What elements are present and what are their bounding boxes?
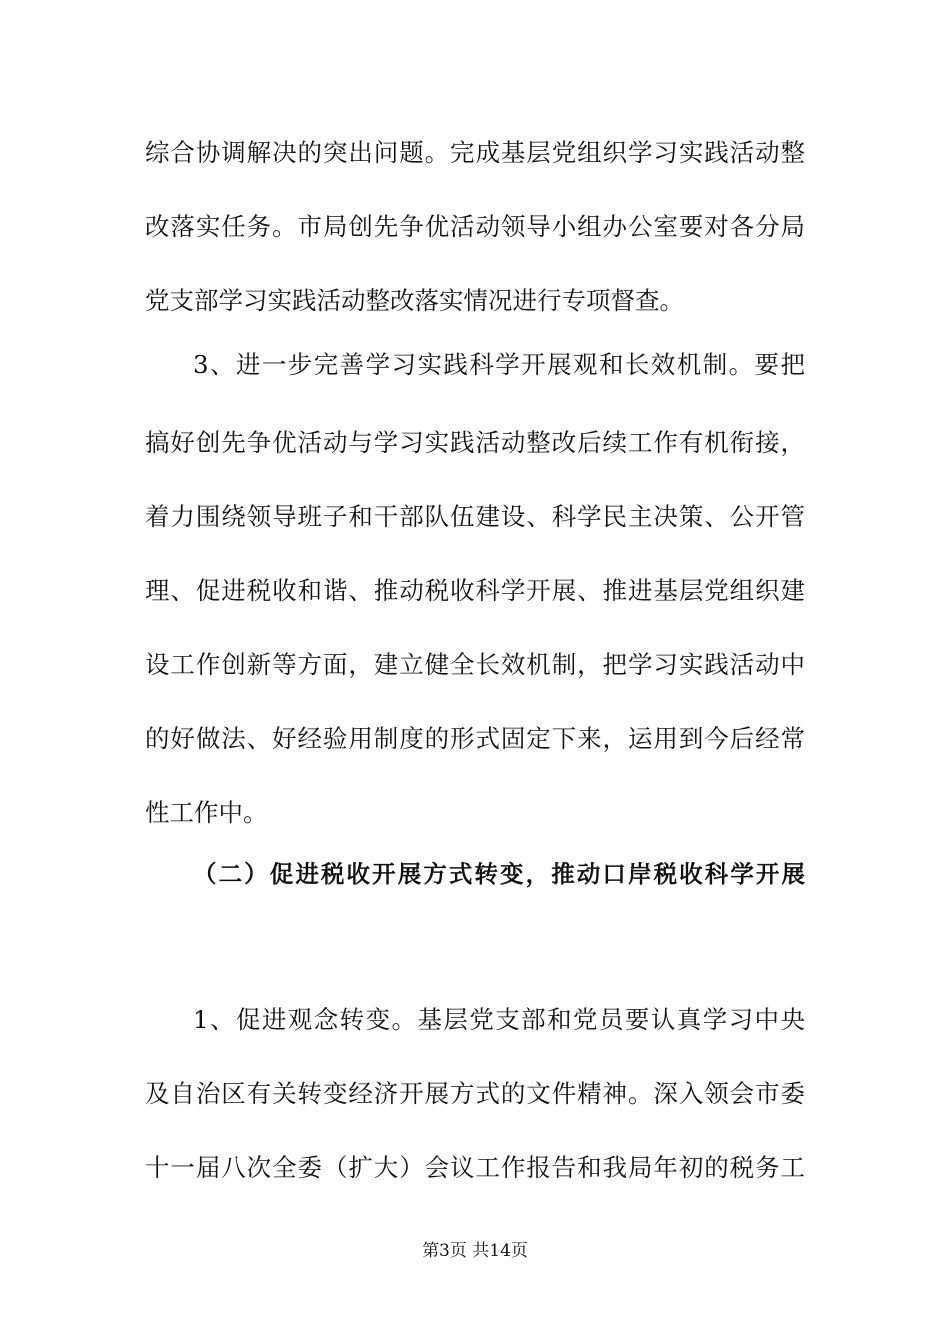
section-heading: （二）促进税收开展方式转变，推动口岸税收科学开展 [193,860,805,888]
body-text-line: 1、促进观念转变。基层党支部和党员要认真学习中央 [193,1005,805,1034]
body-text-line: 理、促进税收和谐、推动税收科学开展、推进基层党组织建 [145,576,805,605]
body-text-line: 及自治区有关转变经济开展方式的文件精神。深入领会市委 [145,1079,805,1108]
page-number-label: 第3页 共14页 [422,1241,528,1261]
body-text-line: 3、进一步完善学习实践科学开展观和长效机制。要把 [193,350,805,379]
body-text-line: 改落实任务。市局创先争优活动领导小组办公室要对各分局 [145,212,805,241]
body-text-line: 着力围绕领导班子和干部队伍建设、科学民主决策、公开管 [145,502,805,531]
body-text-line: 性工作中。 [145,798,268,827]
body-text-line: 综合协调解决的突出问题。完成基层党组织学习实践活动整 [145,138,805,167]
body-text-line: 搞好创先争优活动与学习实践活动整改后续工作有机衔接， [145,428,805,457]
body-text-line: 党支部学习实践活动整改落实情况进行专项督查。 [145,286,684,315]
page-footer [0,1240,950,1262]
body-text-line: 十一届八次全委（扩大）会议工作报告和我局年初的税务工 [145,1153,805,1182]
body-text-line: 的好做法、好经验用制度的形式固定下来，运用到今后经常 [145,724,805,753]
body-text-line: 设工作创新等方面，建立健全长效机制，把学习实践活动中 [145,650,805,679]
